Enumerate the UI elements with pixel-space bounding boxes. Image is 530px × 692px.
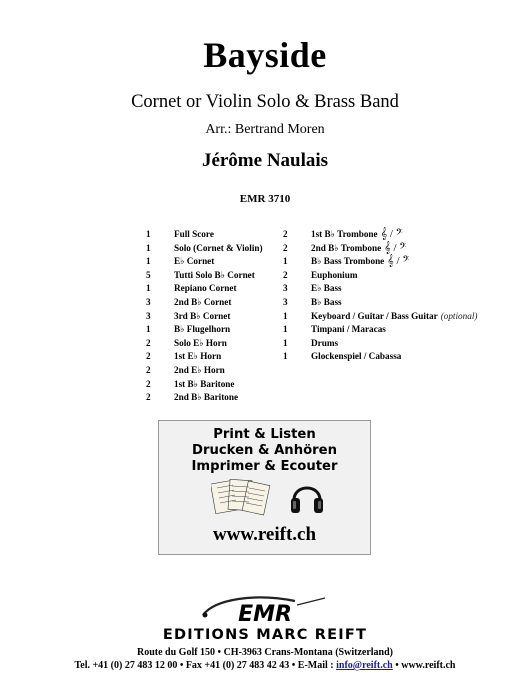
part-quantity: 1 [283, 310, 288, 321]
part-quantity: 1 [146, 256, 151, 267]
composer: Jérôme Naulais [201, 150, 329, 171]
part-row [283, 296, 483, 310]
part-name: 2nd B♭ Cornet [174, 296, 232, 307]
part-name: Glockenspiel / Cabassa [311, 351, 402, 362]
part-name-group [174, 269, 255, 283]
publisher-contact [0, 660, 530, 671]
promo-line-german: Drucken & Anhören [192, 443, 337, 458]
part-name: Tutti Solo B♭ Cornet [174, 269, 255, 280]
part-name: Full Score [174, 229, 214, 239]
part-quantity: 2 [146, 337, 151, 348]
parts-list-left [146, 228, 286, 405]
part-row [283, 282, 483, 296]
part-quantity: 1 [283, 351, 288, 362]
part-name-group [174, 364, 225, 378]
part-name-group [174, 255, 214, 269]
contact-website: • www.reift.ch [392, 660, 456, 671]
promo-line-french: Imprimer & Ecouter [191, 459, 338, 474]
part-name: Repiano Cornet [174, 283, 237, 294]
part-name: Drums [311, 337, 339, 348]
part-name-group [174, 350, 221, 364]
part-name: Solo (Cornet & Violin) [174, 242, 263, 253]
parts-list-right [283, 228, 483, 364]
part-name-group [311, 269, 357, 283]
part-quantity: 3 [146, 296, 151, 307]
part-name-group [311, 296, 342, 310]
email-link[interactable]: info@reift.ch [336, 660, 393, 671]
part-name: 1st B♭ Baritone [174, 378, 235, 389]
part-name-group [311, 228, 403, 242]
part-name: Timpani / Maracas [311, 324, 386, 335]
part-name: 2nd B♭ Baritone [174, 392, 239, 403]
part-name-group [311, 337, 338, 351]
part-name: Keyboard / Guitar / Bass Guitar [311, 310, 438, 321]
title: Bayside [203, 35, 327, 75]
part-quantity: 1 [146, 324, 151, 335]
publisher-address: Route du Golf 150 • CH-3963 Crans-Montana (Switzerland) [137, 647, 393, 658]
part-quantity: 2 [283, 242, 288, 253]
part-quantity: 2 [146, 378, 151, 389]
part-quantity: 1 [146, 242, 151, 253]
part-name: Euphonium [311, 269, 358, 280]
part-name: E♭ Bass [311, 283, 342, 294]
part-quantity: 1 [283, 337, 288, 348]
promo-website-link[interactable]: www.reift.ch [212, 524, 317, 545]
part-quantity: 3 [283, 296, 288, 307]
part-note: (optional) [440, 310, 478, 321]
part-quantity: 3 [283, 283, 288, 294]
part-name-group [174, 242, 263, 256]
part-name-group [174, 296, 231, 310]
logo-text: EMR [238, 602, 292, 625]
part-name-group [174, 337, 227, 351]
publisher-name: EDITIONS MARC REIFT [162, 627, 368, 643]
part-name: 3rd B♭ Cornet [174, 310, 231, 321]
part-quantity: 1 [146, 229, 151, 239]
part-quantity: 2 [146, 364, 151, 375]
part-name: B♭ Flugelhorn [174, 324, 231, 335]
part-row [146, 323, 286, 337]
part-name-group [174, 228, 214, 242]
part-row [283, 350, 483, 364]
clef-icon: 𝄞 / 𝄢 [380, 228, 403, 240]
part-row [146, 378, 286, 392]
edition-number: EMR 3710 [239, 193, 291, 205]
part-quantity: 2 [283, 229, 288, 239]
print-listen-box[interactable] [158, 420, 371, 555]
headphones-icon [289, 476, 325, 516]
emr-logo [185, 595, 345, 625]
part-row [146, 391, 286, 405]
part-row [146, 310, 286, 324]
part-quantity: 1 [283, 324, 288, 335]
part-quantity: 1 [146, 283, 151, 294]
part-row [146, 255, 286, 269]
part-quantity: 3 [146, 310, 151, 321]
part-row [146, 337, 286, 351]
part-row [283, 228, 483, 242]
part-name: Solo E♭ Horn [174, 337, 227, 348]
clef-icon: 𝄞 / 𝄢 [384, 241, 407, 254]
part-name-group [311, 350, 401, 364]
part-row [146, 228, 286, 242]
part-name-group [311, 282, 342, 296]
part-name-group [174, 378, 234, 392]
part-row [146, 282, 286, 296]
subtitle: Cornet or Violin Solo & Brass Band [131, 92, 399, 112]
part-name: 2nd E♭ Horn [174, 364, 225, 375]
part-name-group [174, 310, 230, 324]
part-quantity: 1 [283, 256, 288, 267]
part-quantity: 2 [283, 269, 288, 280]
part-name-group [311, 310, 477, 324]
part-quantity: 5 [146, 269, 151, 280]
part-name-group [311, 323, 386, 337]
part-row [283, 323, 483, 337]
part-name-group [174, 282, 237, 296]
part-name: B♭ Bass [311, 296, 342, 307]
part-row [146, 269, 286, 283]
part-row [283, 337, 483, 351]
part-name: 1st B♭ Trombone [311, 229, 378, 239]
part-row [146, 242, 286, 256]
part-name-group [311, 255, 409, 269]
part-row [146, 296, 286, 310]
part-row [283, 310, 483, 324]
part-name-group [311, 242, 406, 256]
clef-icon: 𝄞 / 𝄢 [387, 255, 410, 268]
part-quantity: 2 [146, 351, 151, 362]
promo-line-english: Print & Listen [213, 427, 316, 442]
part-row [146, 350, 286, 364]
sheet-music-icon [211, 476, 271, 518]
part-name: E♭ Cornet [174, 256, 215, 267]
part-row [283, 255, 483, 269]
part-row [283, 242, 483, 256]
part-row [283, 269, 483, 283]
part-quantity: 2 [146, 392, 151, 403]
arranger: Arr.: Bertrand Moren [205, 122, 325, 137]
contact-phone-fax: Tel. +41 (0) 27 483 12 00 • Fax +41 (0) 27 483 42 43 • E-Mail : [74, 660, 337, 671]
part-name-group [174, 323, 230, 337]
part-name: B♭ Bass Trombone [311, 256, 385, 267]
part-name-group [174, 391, 238, 405]
part-name: 1st E♭ Horn [174, 351, 222, 362]
part-row [146, 364, 286, 378]
part-name: 2nd B♭ Trombone [311, 242, 382, 253]
